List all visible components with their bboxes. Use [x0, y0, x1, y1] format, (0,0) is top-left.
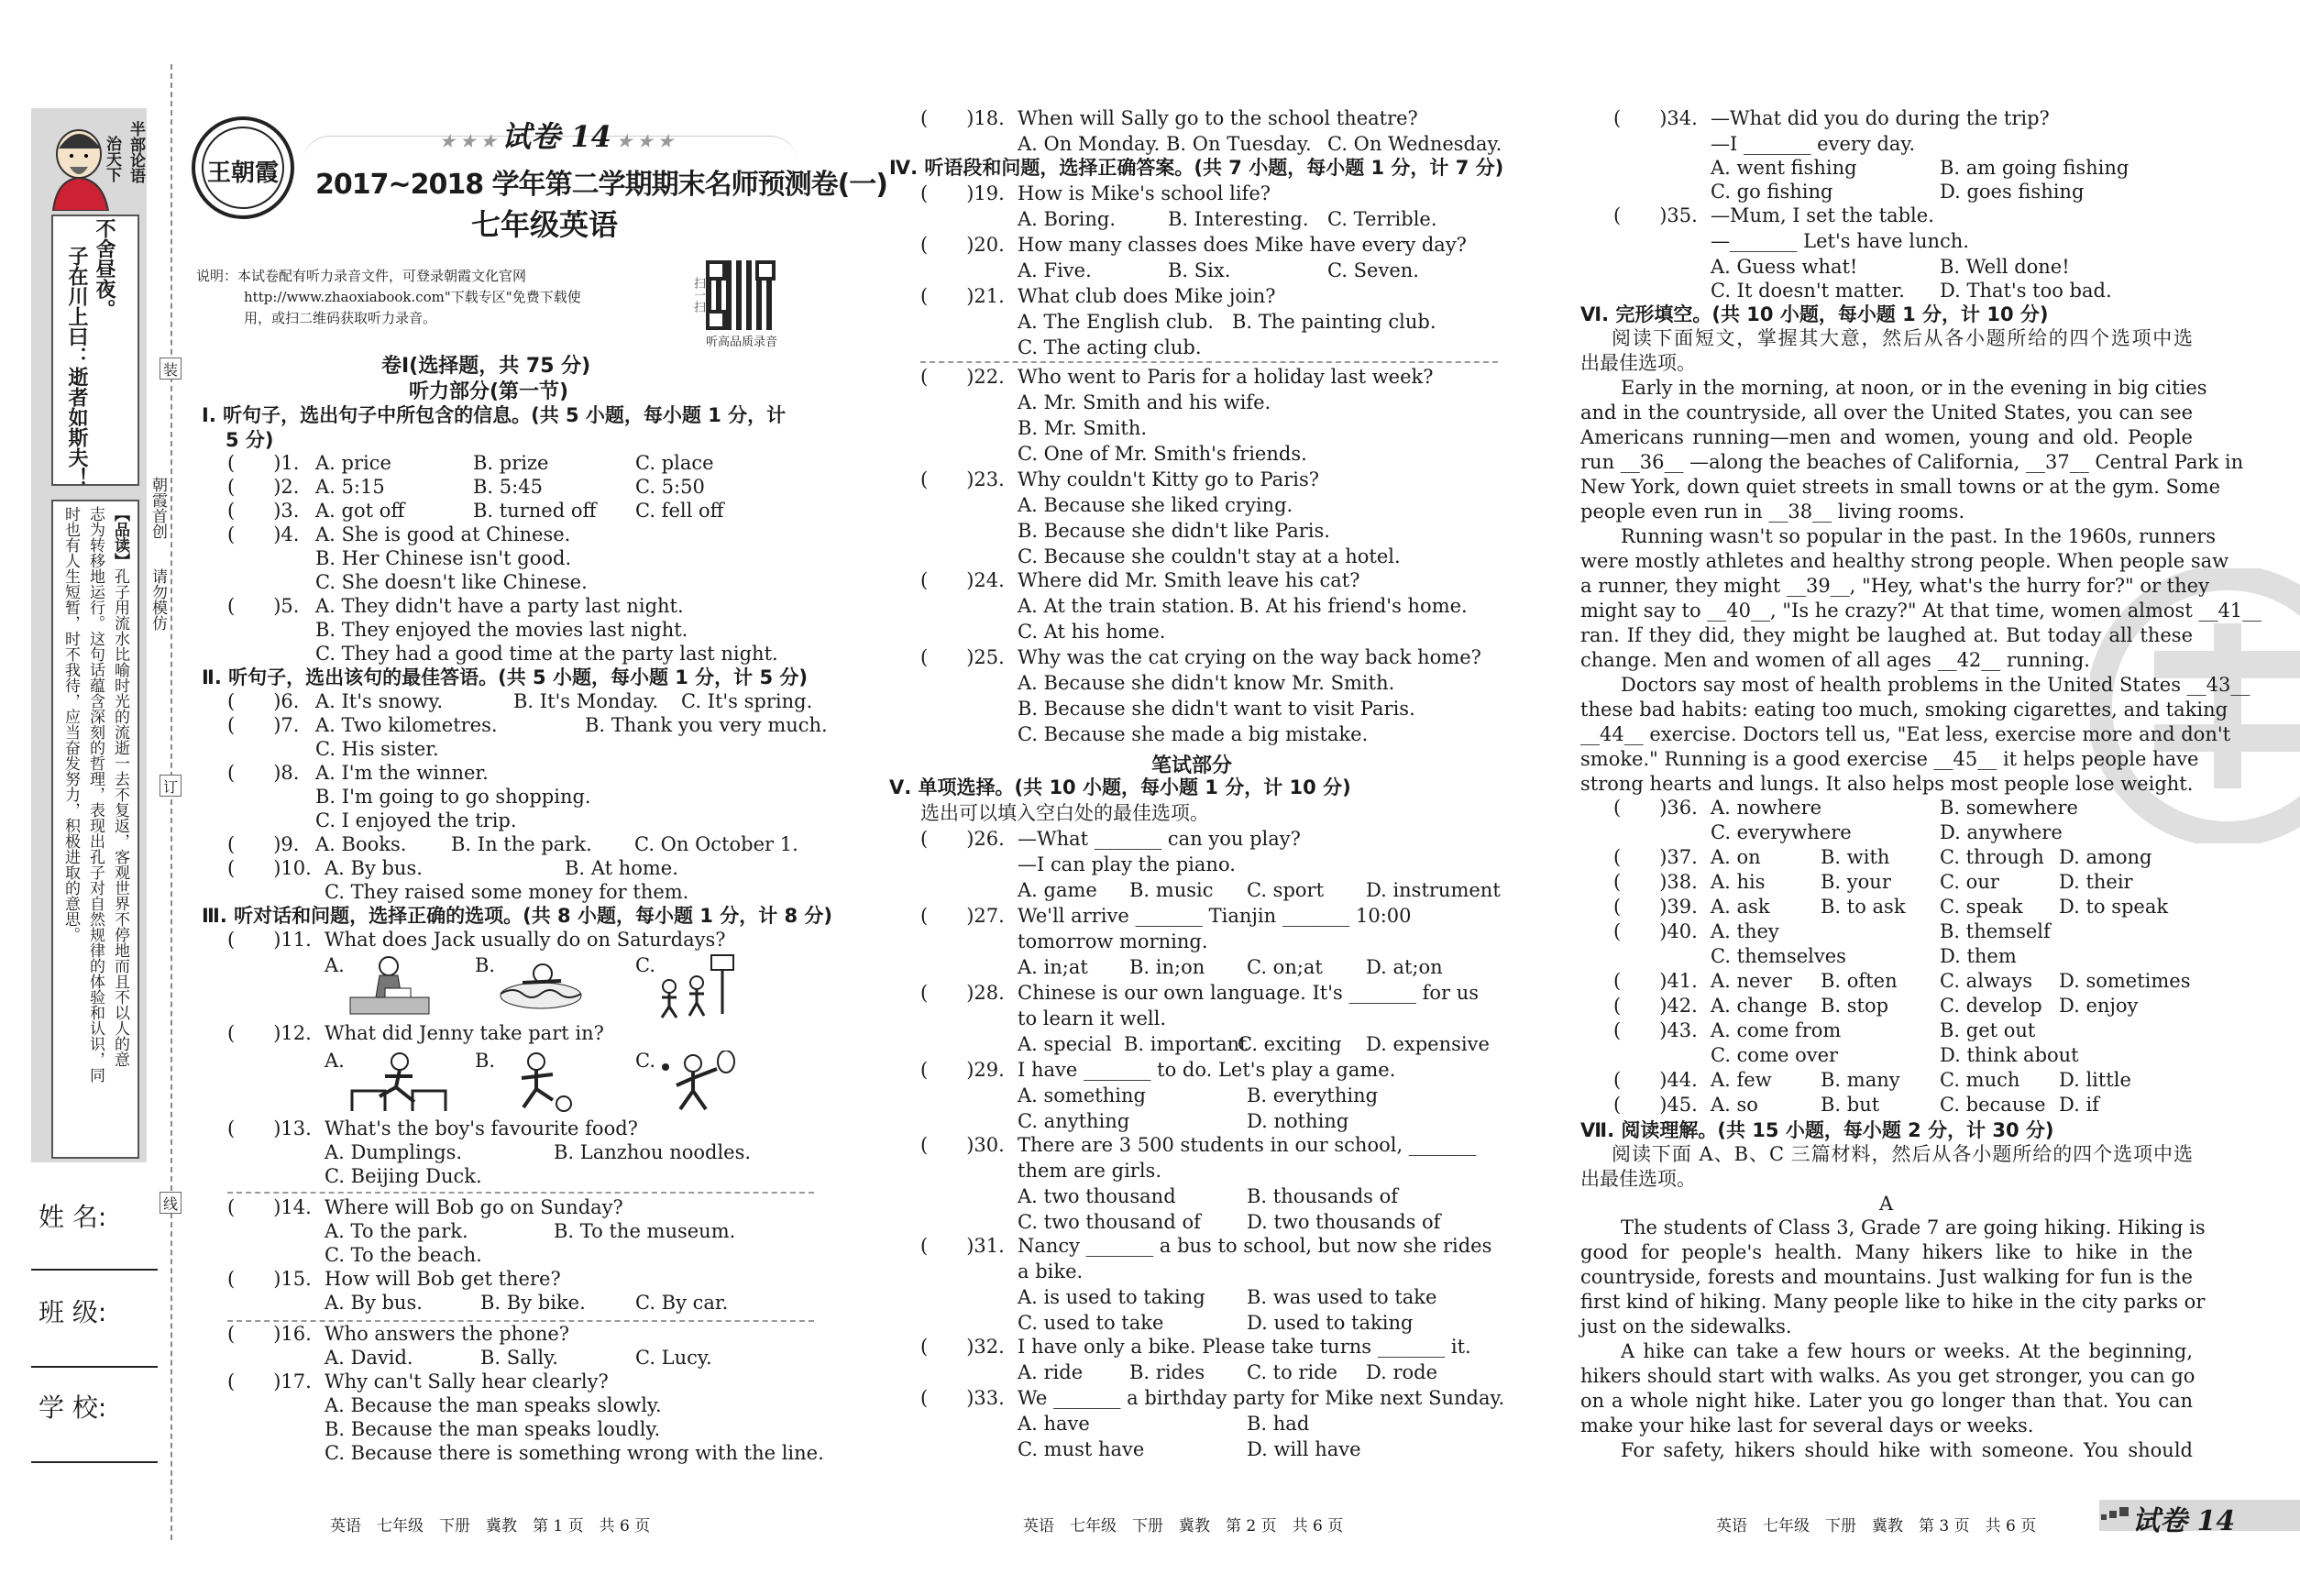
question-7: ( )7. A. Two kilometres. B. Thank you very much. C. His sister.: [227, 714, 828, 760]
cloze-paragraph-3: Doctors say most of health problems in the United States __43__ these bad habits: eating too much, smoking cigarettes, and taking __44__ exercise. Doctors tell us, "Eat less, exercise more and don't smoke." Running is a good exercise __45__ it helps people have strong hearts and lungs. It also helps most people lose weight.: [1580, 674, 2250, 795]
listening-heading: 听力部分(第一节): [409, 380, 569, 403]
question-30: ( )30. There are 3 500 students in our school, _______ them are girls. A. two thousand B. thousands of C. two thousand of D. two thousands of: [920, 1134, 1477, 1233]
seal-mark-3: 线: [160, 1192, 182, 1214]
question-38: ( )38. A. his B. your C. our D. their: [1613, 871, 2133, 893]
question-8: ( )8. A. I'm the winner. B. I'm going to go shopping. C. I enjoyed the trip.: [227, 762, 591, 831]
cloze-paragraph-1: Early in the morning, at noon, or in the evening in big cities and in the countryside, all over the United States, you can see Americans running—men and women, young and old. People run __36__ —along the beaches of California, __37__ Central Park in New York, down quiet streets in small towns or at the gym. Some people even run in __38__ living rooms.: [1580, 377, 2244, 523]
question-35: ( )35. —Mum, I set the table. —_______ Let's have lunch. A. Guess what! B. Well done! C. It doesn't matter. D. That's too bad.: [1613, 204, 2112, 302]
question-11: ( )11. What does Jack usually do on Saturdays? A. B. C.: [227, 929, 726, 976]
question-3: ( )3. A. got off B. turned off C. fell off: [227, 500, 724, 522]
section-3-heading: Ⅲ. 听对话和问题，选择正确的选项。(共 8 小题，每小题 1 分，计 8 分): [202, 905, 833, 927]
question-24: ( )24. Where did Mr. Smith leave his cat? A. At the train station. B. At his friend's home. C. At his home.: [920, 569, 1468, 643]
question-37: ( )37. A. on B. with C. through D. among: [1613, 846, 2152, 868]
question-42: ( )42. A. change B. stop C. develop D. enjoy: [1613, 995, 2139, 1017]
question-29: ( )29. I have _______ to do. Let's play a game. A. something B. everything C. anything D. nothing: [920, 1059, 1396, 1132]
name-label: 姓 名:: [39, 1202, 107, 1232]
question-26: ( )26. —What _______ can you play? —I can play the piano. A. game B. music C. sport D. instrument: [920, 828, 1501, 901]
seal-mark-1: 装: [160, 358, 182, 380]
section-1-heading: Ⅰ. 听句子，选出句子中所包含的信息。(共 5 小题，每小题 1 分，计 5 分): [202, 404, 787, 451]
section-4-heading: Ⅳ. 听语段和问题，选择正确答案。(共 7 小题，每小题 1 分，计 7 分): [889, 157, 1504, 179]
qr-caption: 听高品质录音: [706, 336, 778, 349]
question-22: ( )22. Who went to Paris for a holiday last week? A. Mr. Smith and his wife. B. Mr. Smith. C. One of Mr. Smith's friends.: [920, 366, 1434, 465]
footer-page-1: 英语 七年级 下册 冀教 第 1 页 共 6 页: [330, 1517, 651, 1535]
section-7-intro: 阅读下面 A、B、C 三篇材料，然后从各小题所给的四个选项中选 出最佳选项。: [1580, 1143, 2193, 1190]
header-note: [196, 266, 581, 329]
passage-a-paragraph-2: A hike can take a few hours or weeks. At the beginning, hikers should start with walks. As you get stronger, you can go on a whole night hike. Later you go longer than that. You can make your hike last for several days or weeks.: [1580, 1340, 2195, 1436]
section-2-heading: Ⅱ. 听句子，选出该句的最佳答语。(共 5 小题，每小题 1 分，计 5 分): [202, 666, 809, 688]
question-19: ( )19. How is Mike's school life? A. Boring. B. Interesting. C. Terrible.: [920, 182, 1437, 230]
question-45: ( )45. A. so B. but C. because D. if: [1613, 1094, 2099, 1116]
written-heading: 笔试部分: [1151, 754, 1233, 777]
question-25: ( )25. Why was the cat crying on the way back home? A. Because she didn't know Mr. Smith. B. Because she didn't want to visit Paris. C. Because she made a big mistake.: [920, 646, 1481, 745]
question-13: ( )13. What's the boy's favourite food? A. Dumplings. B. Lanzhou noodles. C. Beijing Duck.: [227, 1117, 752, 1187]
section-6-heading: Ⅵ. 完形填空。(共 10 小题，每小题 1 分，计 10 分): [1580, 303, 2049, 325]
exam-title: 2017~2018 学年第二学期期末名师预测卷(一): [315, 169, 887, 201]
divider: [920, 361, 1498, 363]
question-28: ( )28. Chinese is our own language. It's _______ for us to learn it well. A. special B. important C. exciting D. expensive: [920, 982, 1490, 1055]
cloze-paragraph-2: Running wasn't so popular in the past. In the 1960s, runners were mostly athletes and healthy strong people. When people saw a runner, they might __39__, "Hey, what's the hurry for?" or they might say to __40__, "Is he crazy?" At that time, women almost __41__ ran. If they did, they might be laughed at. But today all these change. Men and women of all ages __42__ running.: [1580, 525, 2262, 671]
motto-line1: 不舍昼夜。: [93, 218, 116, 319]
section-5-heading: Ⅴ. 单项选择。(共 10 小题，每小题 1 分，计 10 分): [889, 776, 1351, 798]
subject-title: 七年级英语: [471, 207, 619, 242]
question-31: ( )31. Nancy _______ a bus to school, but now she rides a bike. A. is used to taking B. was used to take C. used to take D. used to taking: [920, 1235, 1492, 1334]
qr-side-label: 扫一扫: [691, 277, 705, 313]
picture-swimming[interactable]: [495, 953, 587, 1018]
question-36: ( )36. A. nowhere B. somewhere C. everywhere D. anywhere: [1613, 797, 2078, 843]
passage-a-paragraph-1: The students of Class 3, Grade 7 are going hiking. Hiking is good for people's health. Many hikers like to hike in the countryside, forests and mountains. Just walking for fun is the first kind of hiking. Many people like to hike in the city parks or just on the sidewalks.: [1580, 1216, 2206, 1337]
school-label: 学 校:: [39, 1392, 107, 1423]
seal-mark-2: 订: [160, 775, 182, 797]
question-10: ( )10. A. By bus. B. At home. C. They raised some money for them.: [227, 857, 689, 903]
question-5: ( )5. A. They didn't have a party last night. B. They enjoyed the movies last night. C. They had a good time at the party last night.: [227, 595, 778, 665]
note-line: 用，或扫二维码获取听力录音。: [244, 310, 437, 326]
picture-football[interactable]: [500, 1051, 582, 1113]
question-27: ( )27. We'll arrive _______ Tianjin _______ 10:00 tomorrow morning. A. in;at B. in;on C. on;at D. at;on: [920, 905, 1443, 978]
note-line: 说明：本试卷配有听力录音文件，可登录朝霞文化官网: [196, 268, 527, 284]
question-39: ( )39. A. ask B. to ask C. speak D. to speak: [1613, 896, 2169, 918]
pindu-col1: 【品读】孔子用流水比喻时光的流逝一去不复返，客观世界不停地而且不以人的意: [111, 506, 129, 1067]
question-32: ( )32. I have only a bike. Please take turns _______ it. A. ride B. rides C. to ride D. rode: [920, 1336, 1471, 1383]
question-16: ( )16. Who answers the phone? A. David. B. Sally. C. Lucy.: [227, 1323, 712, 1369]
qr-code[interactable]: [706, 260, 776, 330]
question-1: ( )1. A. price B. prize C. place: [227, 452, 714, 474]
section-5-instruction: 选出可以填入空白处的最佳选项。: [920, 802, 1209, 824]
class-field[interactable]: [31, 1366, 158, 1368]
question-15: ( )15. How will Bob get there? A. By bus. B. By bike. C. By car.: [227, 1268, 729, 1314]
school-field[interactable]: [31, 1461, 158, 1463]
section-6-intro: 阅读下面短文，掌握其大意，然后从各小题所给的四个选项中选 出最佳选项。: [1580, 327, 2193, 374]
question-12: ( )12. What did Jenny take part in? A. B. C.: [227, 1022, 655, 1072]
question-41: ( )41. A. never B. often C. always D. sometimes: [1613, 970, 2191, 992]
question-18: ( )18. When will Sally go to the school theatre? A. On Monday. B. On Tuesday. C. On Wednesday.: [920, 107, 1502, 155]
paper-tag: ★ ★ ★ 试卷 14 ★ ★ ★: [440, 119, 674, 154]
picture-reading[interactable]: [348, 953, 431, 1018]
picture-basketball[interactable]: [651, 950, 743, 1019]
passage-a-label: A: [1879, 1193, 1894, 1215]
divider: [227, 1192, 814, 1194]
question-43: ( )43. A. come from B. get out C. come over D. think about: [1613, 1019, 2079, 1066]
question-44: ( )44. A. few B. many C. much D. little: [1613, 1069, 2131, 1091]
question-14: ( )14. Where will Bob go on Sunday? A. To the park. B. To the museum. C. To the beach.: [227, 1196, 736, 1266]
quote-sub: 治天下: [103, 136, 121, 182]
copyright-vertical: 请勿模仿: [149, 568, 167, 631]
class-label: 班 级:: [39, 1297, 107, 1327]
volume-heading: 卷Ⅰ(选择题，共 75 分): [381, 355, 591, 378]
logo-text: 王朝霞: [206, 160, 279, 187]
quote-title: 半部论语: [127, 121, 145, 183]
publisher-logo: [189, 114, 297, 222]
footer-page-3: 英语 七年级 下册 冀教 第 3 页 共 6 页: [1716, 1517, 2037, 1535]
pindu-col3: 时也有人生短暂，时不我待，应当奋发努力，积极进取的意思。: [61, 506, 80, 942]
footer-page-2: 英语 七年级 下册 冀教 第 2 页 共 6 页: [1023, 1517, 1344, 1535]
brand-vertical: 朝霞首创: [149, 477, 167, 539]
footer-paper-tag: 试卷 14: [2132, 1505, 2236, 1537]
picture-hurdles[interactable]: [348, 1051, 449, 1113]
question-40: ( )40. A. they B. themself C. themselves D. them: [1613, 920, 2051, 967]
question-6: ( )6. A. It's snowy. B. It's Monday. C. It's spring.: [227, 690, 813, 712]
question-9: ( )9. A. Books. B. In the park. C. On October 1.: [227, 833, 798, 855]
question-33: ( )33. We _______ a birthday party for Mike next Sunday. A. have B. had C. must have D. will have: [920, 1387, 1505, 1460]
section-7-heading: Ⅶ. 阅读理解。(共 15 小题，每小题 2 分，计 30 分): [1580, 1119, 2054, 1141]
passage-a-paragraph-3: For safety, hikers should hike with someone. You should: [1621, 1439, 2193, 1461]
footer-tag-squares: [2101, 1507, 2129, 1524]
motto-line2: 子在川上曰：逝者如斯夫！: [65, 246, 88, 488]
question-2: ( )2. A. 5:15 B. 5:45 C. 5:50: [227, 476, 705, 498]
question-21: ( )21. What club does Mike join? A. The English club. B. The painting club. C. The acting club.: [920, 285, 1436, 358]
question-34: ( )34. —What did you do during the trip? —I _______ every day. A. went fishing B. am going fishing C. go fishing D. goes fishing: [1613, 107, 2129, 203]
cut-line: [171, 64, 172, 1540]
question-17: ( )17. Why can't Sally hear clearly? A. Because the man speaks slowly. B. Because the man speaks loudly. C. Because there is something wrong with the line.: [227, 1370, 824, 1464]
question-23: ( )23. Why couldn't Kitty go to Paris? A. Because she liked crying. B. Because she didn't like Paris. C. Because she couldn't stay at a hotel.: [920, 468, 1401, 567]
note-line: http://www.zhaoxiabook.com"下载专区"免费下载使: [244, 289, 581, 305]
picture-tennis[interactable]: [653, 1051, 744, 1113]
pindu-col2: 志为转移地运行。这句话蕴含深刻的哲理，表现出孔子对自然规律的体验和认识，同: [86, 506, 105, 1083]
question-4: ( )4. A. She is good at Chinese. B. Her Chinese isn't good. C. She doesn't like Chinese.: [227, 523, 588, 593]
name-field[interactable]: [31, 1269, 158, 1271]
question-20: ( )20. How many classes does Mike have every day? A. Five. B. Six. C. Seven.: [920, 234, 1467, 281]
